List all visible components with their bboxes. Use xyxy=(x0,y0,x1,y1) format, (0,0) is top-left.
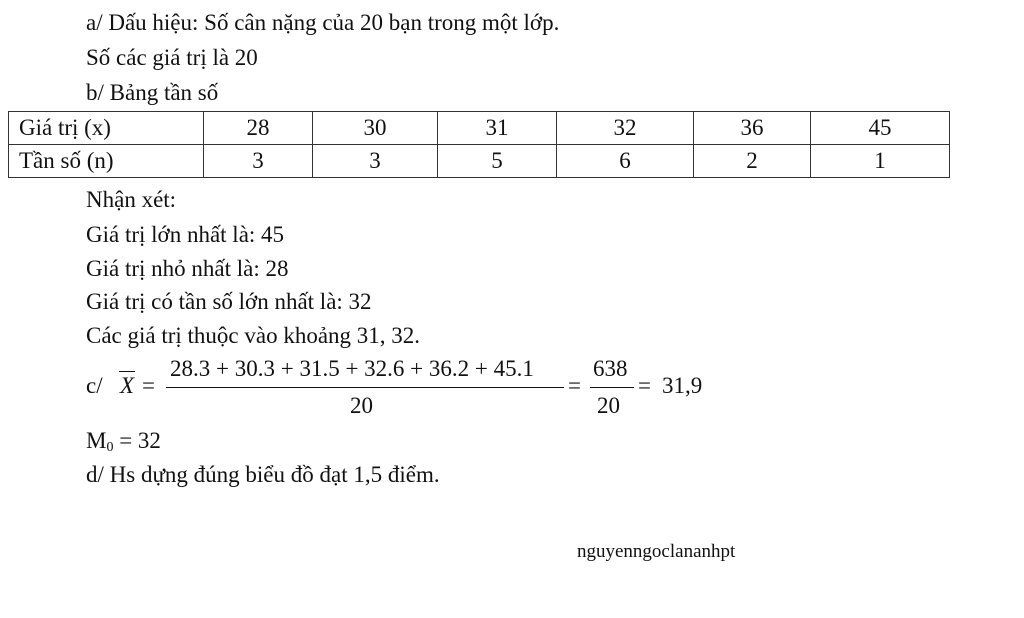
table-row-frequencies xyxy=(9,145,950,178)
table-cell: 5 xyxy=(438,145,557,178)
mode-value-remark: Giá trị có tần số lớn nhất là: 32 xyxy=(86,289,372,314)
equals-sign: = xyxy=(638,373,651,398)
equals-sign: = xyxy=(568,373,581,398)
equals-sign: = xyxy=(142,373,155,398)
remarks-heading: Nhận xét: xyxy=(86,187,177,212)
mean-symbol: X xyxy=(120,373,135,398)
table-cell: 31 xyxy=(438,112,557,145)
formula-label: c/ xyxy=(86,373,103,398)
row-header-value: Giá trị (x) xyxy=(9,112,204,145)
fraction-bar xyxy=(166,387,564,388)
table-cell: 3 xyxy=(313,145,438,178)
frequency-table xyxy=(8,111,950,178)
max-value-remark: Giá trị lớn nhất là: 45 xyxy=(86,222,285,247)
author-signature: nguyenngoclananhpt xyxy=(577,541,736,562)
table-cell: 36 xyxy=(694,112,811,145)
sign-statement: a/ Dấu hiệu: Số cân nặng của 20 bạn trong một lớp. xyxy=(86,10,560,35)
mode-value: = 32 xyxy=(113,428,161,453)
row-header-frequency: Tần số (n) xyxy=(9,145,204,178)
table-cell: 3 xyxy=(204,145,313,178)
table-cell: 6 xyxy=(557,145,694,178)
table-cell: 1 xyxy=(811,145,950,178)
chart-note: d/ Hs dựng đúng biểu đồ đạt 1,5 điểm. xyxy=(86,462,440,487)
table-cell: 32 xyxy=(557,112,694,145)
fraction-denominator-2: 20 xyxy=(597,393,620,418)
fraction-numerator-2: 638 xyxy=(593,356,628,381)
table-cell: 2 xyxy=(694,145,811,178)
frequency-table-heading: b/ Bảng tần số xyxy=(86,80,219,105)
fraction-numerator: 28.3 + 30.3 + 31.5 + 32.6 + 36.2 + 45.1 xyxy=(170,356,534,381)
overline-bar xyxy=(119,371,135,372)
table-row-values xyxy=(9,112,950,145)
mode-symbol: M xyxy=(86,428,107,453)
value-count-statement: Số các giá trị là 20 xyxy=(86,45,258,70)
fraction-bar-2 xyxy=(590,387,634,388)
fraction-denominator: 20 xyxy=(350,393,373,418)
range-remark: Các giá trị thuộc vào khoảng 31, 32. xyxy=(86,323,421,348)
mean-result: 31,9 xyxy=(662,373,703,398)
table-cell: 45 xyxy=(811,112,950,145)
table-cell: 30 xyxy=(313,112,438,145)
mode-line xyxy=(86,427,161,462)
table-cell: 28 xyxy=(204,112,313,145)
mode-subscript: 0 xyxy=(106,440,114,455)
min-value-remark: Giá trị nhỏ nhất là: 28 xyxy=(86,256,289,281)
